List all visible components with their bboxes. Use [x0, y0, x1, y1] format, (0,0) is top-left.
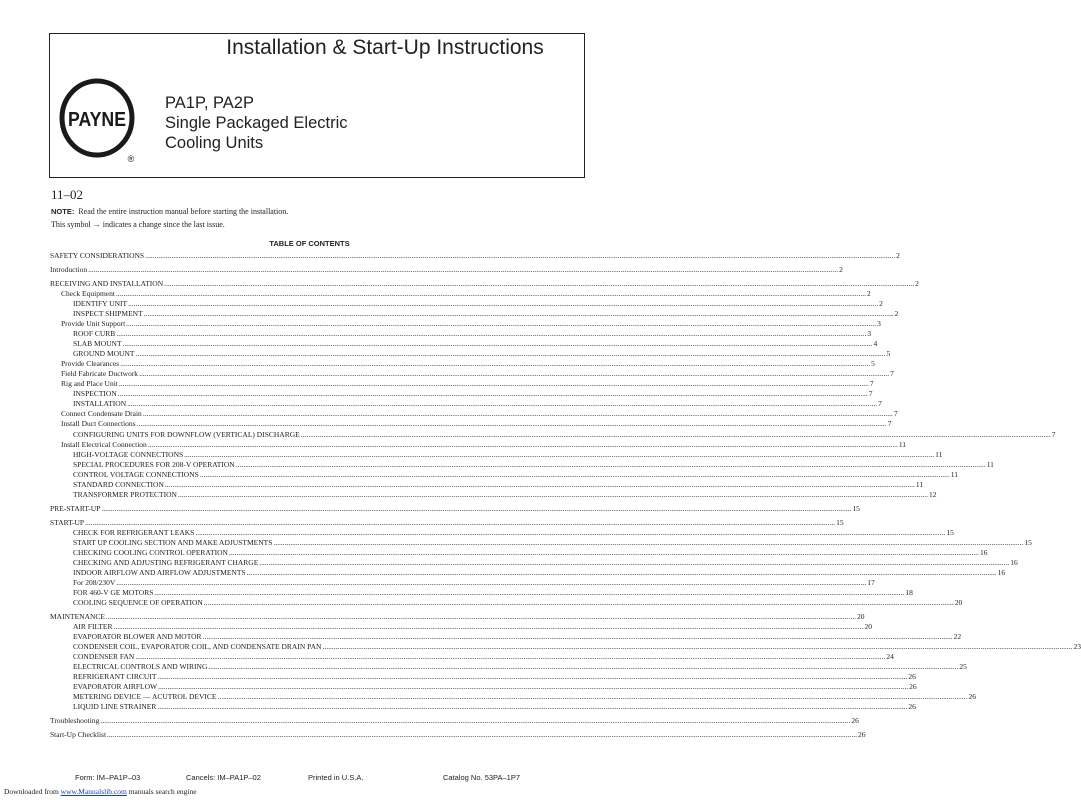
toc-entry-label: COOLING SEQUENCE OF OPERATION — [73, 597, 203, 607]
toc-entry-page: 2 — [915, 278, 919, 288]
toc-entry[interactable] — [50, 308, 899, 318]
toc-entry-page: 26 — [968, 692, 976, 702]
product-line-2: Single Packaged Electric — [165, 114, 348, 132]
toc-entry-page: 25 — [959, 662, 967, 671]
toc-entry-label: INSPECT SHIPMENT — [73, 308, 143, 318]
toc-entry[interactable] — [50, 318, 881, 328]
toc-entry[interactable] — [50, 439, 907, 449]
toc-entry[interactable] — [50, 489, 937, 499]
toc-leader-dots: ................................................................................................................................................................................................................................................................................................................................................................................................................ — [199, 469, 950, 479]
toc-entry-page: 20 — [954, 597, 963, 607]
toc-entry[interactable] — [50, 537, 1032, 547]
toc-title: TABLE OF CONTENTS — [269, 239, 350, 248]
toc-entry-label: PRE-START-UP — [50, 503, 101, 513]
toc-entry[interactable] — [50, 621, 873, 631]
toc-leader-dots: ................................................................................................................................................................................................................................................................................................................................................................................................................ — [115, 288, 866, 298]
toc-entry-page: 7 — [890, 369, 894, 379]
toc-entry[interactable] — [50, 651, 894, 661]
toc-leader-dots: ................................................................................................................................................................................................................................................................................................................................................................................................................ — [164, 278, 915, 288]
toc-entry-page: 16 — [979, 547, 988, 557]
toc-entry-page: 11 — [915, 479, 924, 489]
toc-entry-page: 2 — [839, 264, 843, 274]
footer-cancels: Cancels: IM–PA1P–02 — [186, 773, 261, 782]
toc-leader-dots: ................................................................................................................................................................................................................................................................................................................................................................................................................ — [107, 729, 858, 739]
toc-leader-dots: ................................................................................................................................................................................................................................................................................................................................................................................................................ — [117, 389, 868, 399]
toc-entry-page: 5 — [871, 359, 875, 369]
toc-leader-dots: ................................................................................................................................................................................................................................................................................................................................................................................................................ — [116, 328, 867, 338]
toc-entry-label: Field Fabricate Ductwork — [61, 369, 139, 379]
download-suffix: manuals search engine — [126, 787, 197, 796]
toc-leader-dots: ................................................................................................................................................................................................................................................................................................................................................................................................................ — [143, 308, 894, 318]
footer-printed: Printed in U.S.A. — [308, 773, 364, 782]
toc-entry-page: 15 — [1024, 537, 1032, 547]
toc-entry-label: Check Equipment — [61, 288, 115, 298]
toc-leader-dots: ................................................................................................................................................................................................................................................................................................................................................................................................................ — [157, 702, 908, 712]
toc-leader-dots: ................................................................................................................................................................................................................................................................................................................................................................................................................ — [202, 631, 953, 641]
toc-entry[interactable] — [50, 479, 924, 489]
toc-entry-label: Start-Up Checklist — [50, 729, 107, 739]
toc-entry-label: REFRIGERANT CIRCUIT — [73, 672, 157, 681]
toc-entry[interactable] — [50, 527, 954, 537]
toc-entry-page: 3 — [877, 318, 881, 328]
toc-leader-dots: ................................................................................................................................................................................................................................................................................................................................................................................................................ — [120, 359, 871, 369]
toc-entry-label: INSPECTION — [73, 389, 117, 399]
toc-entry[interactable] — [50, 328, 872, 338]
toc-entry-page: 7 — [893, 409, 898, 419]
toc-entry-page: 20 — [857, 611, 865, 621]
toc-entry-page: 7 — [869, 379, 874, 389]
toc-leader-dots: ................................................................................................................................................................................................................................................................................................................................................................................................................ — [122, 339, 873, 348]
toc-entry-label: START-UP — [50, 517, 85, 527]
toc-entry-page: 23 — [1073, 641, 1081, 651]
toc-entry-label: MAINTENANCE — [50, 611, 105, 621]
toc-entry[interactable] — [50, 547, 988, 557]
toc-entry-label: RECEIVING AND INSTALLATION — [50, 278, 164, 288]
toc-leader-dots: ................................................................................................................................................................................................................................................................................................................................................................................................................ — [203, 597, 954, 607]
toc-leader-dots: ................................................................................................................................................................................................................................................................................................................................................................................................................ — [116, 577, 867, 587]
toc-entry[interactable] — [50, 469, 959, 479]
toc-entry-label: CHECK FOR REFRIGERANT LEAKS — [73, 527, 195, 537]
toc-leader-dots: ................................................................................................................................................................................................................................................................................................................................................................................................................ — [154, 587, 905, 597]
toc-entry[interactable] — [50, 577, 875, 587]
toc-entry-label: CHECKING AND ADJUSTING REFRIGERANT CHARGE — [73, 557, 259, 567]
toc-entry-label: STANDARD CONNECTION — [73, 479, 164, 489]
toc-leader-dots: ................................................................................................................................................................................................................................................................................................................................................................................................................ — [158, 682, 909, 692]
toc-entry-label: For 208/230V — [73, 577, 116, 587]
toc-leader-dots: ................................................................................................................................................................................................................................................................................................................................................................................................................ — [106, 611, 856, 621]
toc-entry-page: 26 — [909, 682, 917, 692]
toc-entry[interactable] — [50, 408, 898, 419]
issue-date: 11–02 — [51, 187, 84, 202]
toc-entry-label: EVAPORATOR AIRFLOW — [73, 682, 158, 692]
toc-entry-page: 7 — [868, 389, 873, 399]
toc-entry[interactable] — [50, 298, 883, 308]
toc-leader-dots: ................................................................................................................................................................................................................................................................................................................................................................................................................ — [184, 449, 935, 459]
toc-entry[interactable] — [50, 729, 866, 739]
toc-entry-page: 11 — [935, 449, 943, 459]
toc-leader-dots: ................................................................................................................................................................................................................................................................................................................................................................................................................ — [208, 662, 959, 671]
toc-entry-page: 3 — [867, 328, 872, 338]
toc-entry-page: 16 — [997, 567, 1006, 577]
payne-logo-icon — [59, 76, 139, 166]
note-line — [51, 207, 288, 216]
toc-entry-page: 22 — [953, 631, 962, 641]
toc-entry-label: CONDENSER FAN — [73, 651, 135, 661]
toc-leader-dots: ................................................................................................................................................................................................................................................................................................................................................................................................................ — [142, 409, 893, 419]
toc-entry-page: 2 — [894, 308, 899, 318]
toc-leader-dots: ................................................................................................................................................................................................................................................................................................................................................................................................................ — [259, 557, 1010, 567]
toc-entry-page: 7 — [887, 419, 892, 429]
toc-entry[interactable] — [50, 368, 894, 379]
toc-leader-dots: ................................................................................................................................................................................................................................................................................................................................................................................................................ — [135, 349, 886, 358]
toc-leader-dots: ................................................................................................................................................................................................................................................................................................................................................................................................................ — [246, 567, 997, 577]
toc-leader-dots: ................................................................................................................................................................................................................................................................................................................................................................................................................ — [164, 479, 915, 489]
toc-entry-label: START UP COOLING SECTION AND MAKE ADJUSTMENTS — [73, 537, 273, 547]
product-line-1: PA1P, PA2P — [165, 94, 254, 112]
product-lines — [165, 93, 348, 153]
note-text: Read the entire instruction manual before starting the installation. — [78, 207, 289, 216]
toc-entry-page: 26 — [858, 729, 866, 739]
download-notice — [4, 787, 197, 796]
download-prefix: Downloaded from — [4, 787, 61, 796]
toc-leader-dots: ................................................................................................................................................................................................................................................................................................................................................................................................................ — [217, 692, 968, 702]
toc-entry-label: SPECIAL PROCEDURES FOR 208-V OPERATION — [73, 459, 235, 469]
product-line-3: Cooling Units — [165, 134, 264, 152]
toc-leader-dots: ................................................................................................................................................................................................................................................................................................................................................................................................................ — [101, 503, 852, 513]
toc-entry-label: LIQUID LINE STRAINER — [73, 702, 157, 712]
toc-entry-label: Introduction — [50, 264, 88, 274]
toc-entry-page: 15 — [852, 503, 860, 513]
toc-entry[interactable] — [50, 641, 1081, 651]
toc-leader-dots: ................................................................................................................................................................................................................................................................................................................................................................................................................ — [177, 489, 928, 499]
toc-leader-dots: ................................................................................................................................................................................................................................................................................................................................................................................................................ — [88, 264, 839, 274]
toc-entry[interactable] — [50, 449, 943, 459]
toc-leader-dots: ................................................................................................................................................................................................................................................................................................................................................................................................................ — [135, 651, 886, 661]
toc-entry[interactable] — [50, 503, 860, 513]
toc-entry-label: GROUND MOUNT — [73, 349, 135, 358]
toc-entry-label: IDENTIFY UNIT — [73, 298, 128, 308]
toc-entry-page: 15 — [946, 527, 954, 537]
toc-entry-page: 2 — [879, 298, 883, 308]
toc-entry[interactable] — [50, 264, 843, 274]
toc-entry-label: INDOOR AIRFLOW AND AIRFLOW ADJUSTMENTS — [73, 567, 246, 577]
toc-leader-dots: ................................................................................................................................................................................................................................................................................................................................................................................................................ — [145, 251, 896, 260]
toc-entry-label: CHECKING COOLING CONTROL OPERATION — [73, 547, 228, 557]
toc-entry-label: Connect Condensate Drain — [61, 409, 142, 419]
footer-catalog-number: Catalog No. 53PA–1P7 — [443, 773, 520, 782]
toc-entry[interactable] — [50, 288, 871, 298]
toc-entry-label: AIR FILTER — [73, 621, 113, 631]
logo-brand-text: PAYNE — [68, 109, 126, 131]
toc-entry-label: FOR 460-V GE MOTORS — [73, 587, 154, 597]
toc-leader-dots: ................................................................................................................................................................................................................................................................................................................................................................................................................ — [157, 672, 908, 681]
toc-entry[interactable] — [50, 429, 1056, 439]
toc-leader-dots: ................................................................................................................................................................................................................................................................................................................................................................................................................ — [126, 318, 877, 328]
toc-entry-label: Install Electrical Connection — [61, 439, 147, 449]
toc-entry-page: 11 — [898, 439, 907, 449]
toc-entry-page: 18 — [905, 587, 913, 597]
toc-entry[interactable] — [50, 631, 962, 641]
toc-entry[interactable] — [50, 278, 919, 288]
toc-entry[interactable] — [50, 557, 1018, 567]
toc-entry-page: 5 — [886, 349, 891, 358]
toc-entry-label: HIGH-VOLTAGE CONNECTIONS — [73, 449, 184, 459]
toc-entry-page: 20 — [864, 621, 873, 631]
toc-entry-page: 26 — [908, 702, 916, 712]
toc-entry[interactable] — [50, 378, 874, 389]
change-symbol-note: This symbol → indicates a change since the last issue. — [51, 220, 225, 229]
toc-entry-page: 15 — [836, 517, 844, 527]
toc-entry-page: 16 — [1010, 557, 1018, 567]
toc-leader-dots: ................................................................................................................................................................................................................................................................................................................................................................................................................ — [235, 459, 986, 469]
toc-entry-page: 4 — [873, 339, 878, 348]
toc-entry[interactable] — [50, 398, 882, 409]
manualslib-link[interactable]: www.Manualslib.com — [60, 787, 127, 796]
note-label: NOTE: — [51, 207, 75, 216]
toc-entry-page: 24 — [886, 651, 894, 661]
toc-entry[interactable] — [50, 567, 1006, 577]
toc-entry[interactable] — [50, 517, 844, 527]
toc-entry-label: ROOF CURB — [73, 328, 116, 338]
document-title: Installation & Start-Up Instructions — [226, 36, 544, 59]
toc-entry-label: METERING DEVICE — ACUTROL DEVICE — [73, 692, 217, 702]
toc-leader-dots: ................................................................................................................................................................................................................................................................................................................................................................................................................ — [118, 379, 869, 389]
toc-entry-label: Troubleshooting — [50, 716, 100, 725]
toc-entry[interactable] — [50, 671, 916, 681]
toc-entry-page: 11 — [986, 459, 994, 469]
toc-entry[interactable] — [50, 338, 878, 348]
toc-entry[interactable] — [50, 611, 865, 621]
toc-entry-label: INSTALLATION — [73, 399, 127, 409]
toc-entry[interactable] — [50, 418, 892, 429]
toc-leader-dots: ................................................................................................................................................................................................................................................................................................................................................................................................................ — [113, 621, 864, 631]
toc-entry-page: 7 — [1051, 429, 1056, 439]
toc-entry[interactable] — [50, 661, 967, 671]
toc-entry[interactable] — [50, 250, 900, 260]
toc-entry-label: ELECTRICAL CONTROLS AND WIRING — [73, 662, 208, 671]
toc-leader-dots: ................................................................................................................................................................................................................................................................................................................................................................................................................ — [136, 419, 887, 429]
toc-entry-page: 26 — [851, 716, 859, 725]
toc-entry-page: 26 — [908, 672, 916, 681]
toc-leader-dots: ................................................................................................................................................................................................................................................................................................................................................................................................................ — [128, 298, 879, 308]
toc-entry-label: CONFIGURING UNITS FOR DOWNFLOW (VERTICAL) DISCHARGE — [73, 429, 300, 439]
toc-leader-dots: ................................................................................................................................................................................................................................................................................................................................................................................................................ — [322, 641, 1073, 651]
toc-leader-dots: ................................................................................................................................................................................................................................................................................................................................................................................................................ — [127, 399, 878, 409]
toc-entry-page: 2 — [866, 288, 871, 298]
payne-logo — [59, 76, 139, 166]
toc-entry-page: 12 — [928, 489, 937, 499]
toc-leader-dots: ................................................................................................................................................................................................................................................................................................................................................................................................................ — [100, 716, 851, 725]
toc-entry-page: 17 — [867, 577, 875, 587]
toc-entry[interactable] — [50, 587, 913, 597]
toc-entry-label: SAFETY CONSIDERATIONS — [50, 251, 145, 260]
toc-leader-dots: ................................................................................................................................................................................................................................................................................................................................................................................................................ — [147, 439, 898, 449]
toc-entry-page: 11 — [950, 469, 959, 479]
toc-entry[interactable] — [50, 388, 873, 399]
toc-entry-label: Provide Unit Support — [61, 318, 126, 328]
toc-entry-label: Rig and Place Unit — [61, 379, 118, 389]
toc-entry[interactable] — [50, 681, 917, 692]
toc-entry[interactable] — [50, 597, 963, 607]
toc-entry[interactable] — [50, 358, 875, 369]
toc-entry-label: Install Duct Connections — [61, 419, 136, 429]
footer-form-number: Form: IM–PA1P–03 — [75, 773, 141, 782]
toc-entry[interactable] — [50, 348, 891, 358]
toc-leader-dots: ................................................................................................................................................................................................................................................................................................................................................................................................................ — [139, 369, 890, 379]
toc-leader-dots: ................................................................................................................................................................................................................................................................................................................................................................................................................ — [273, 537, 1024, 547]
toc-leader-dots: ................................................................................................................................................................................................................................................................................................................................................................................................................ — [228, 547, 979, 557]
toc-entry-label: TRANSFORMER PROTECTION — [73, 489, 177, 499]
toc-entry[interactable] — [50, 691, 976, 702]
toc-leader-dots: ................................................................................................................................................................................................................................................................................................................................................................................................................ — [300, 429, 1051, 439]
toc-entry-label: EVAPORATOR BLOWER AND MOTOR — [73, 631, 202, 641]
toc-entry[interactable] — [50, 715, 859, 725]
toc-leader-dots: ................................................................................................................................................................................................................................................................................................................................................................................................................ — [195, 527, 946, 537]
registered-mark: ® — [127, 154, 135, 164]
toc-entry-page: 2 — [896, 251, 900, 260]
header-box — [49, 33, 585, 178]
toc-entry[interactable] — [50, 459, 994, 469]
toc-leader-dots: ................................................................................................................................................................................................................................................................................................................................................................................................................ — [85, 517, 836, 527]
toc-entry-label: CONDENSER COIL, EVAPORATOR COIL, AND CONDENSATE DRAIN PAN — [73, 641, 322, 651]
toc-entry-label: SLAB MOUNT — [73, 339, 122, 348]
toc-entry-label: CONTROL VOLTAGE CONNECTIONS — [73, 469, 199, 479]
toc-entry[interactable] — [50, 701, 916, 712]
toc-entry-label: Provide Clearances — [61, 359, 120, 369]
toc-entry-page: 7 — [878, 399, 882, 409]
